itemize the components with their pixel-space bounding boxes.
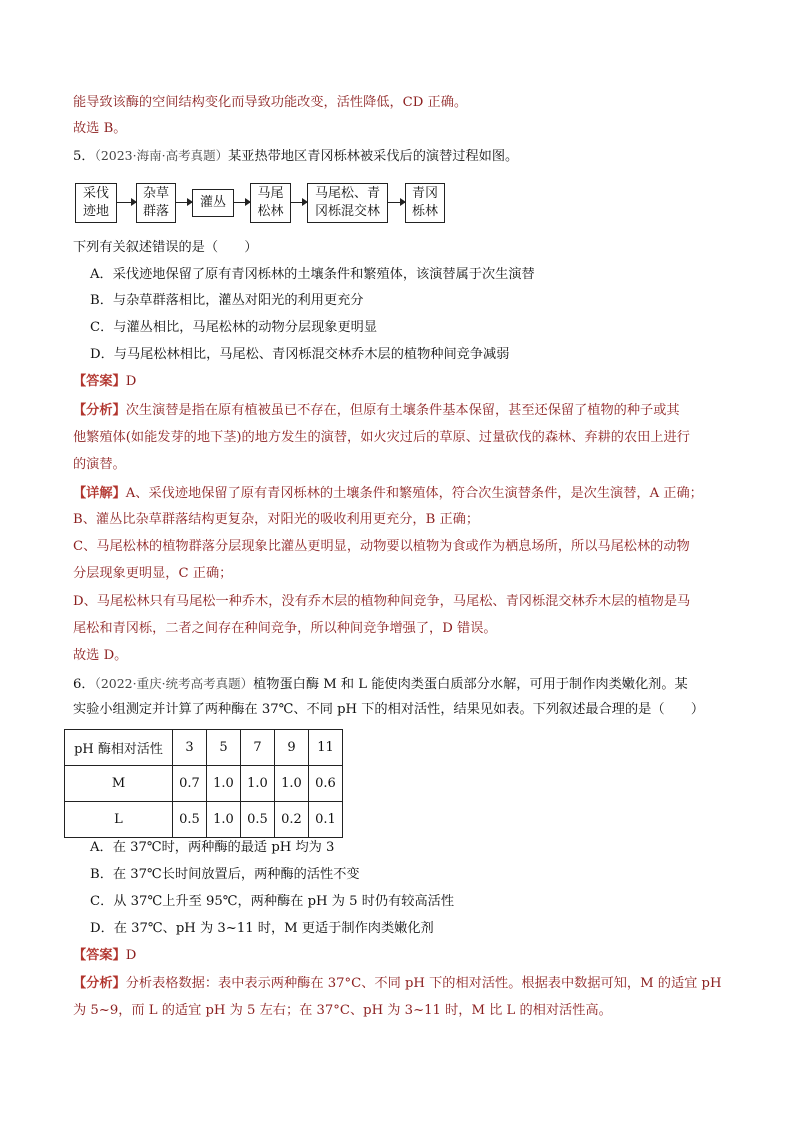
q6-stem-line-2: 实验小组测定并计算了两种酶在 37℃、不同 pH 下的相对活性，结果见如表。下列叙述最合理的是（ ）	[73, 702, 705, 717]
flow-arrow	[117, 202, 136, 203]
table-cell: 3	[173, 730, 207, 766]
table-cell: 9	[275, 730, 309, 766]
q6-option-c: C．从 37℃上升至 95℃，两种酶在 pH 为 5 时仍有较高活性	[90, 894, 455, 909]
table-cell: 1.0	[207, 802, 241, 838]
table-row	[65, 802, 343, 838]
table-cell: 0.5	[241, 802, 275, 838]
q5-stem-text: 某亚热带地区青冈栎林被采伐后的演替过程如图。	[228, 149, 519, 164]
table-cell: 1.0	[275, 766, 309, 802]
q6-analysis-line-2: 为 5~9，而 L 的适宜 pH 为 5 左右；在 37°C、pH 为 3~11 时，M 比 L 的相对活性高。	[73, 1003, 612, 1018]
table-cell: 0.1	[309, 802, 343, 838]
q5-detail-line-2: B、灌丛比杂草群落结构更复杂，对阳光的吸收利用更充分，B 正确；	[73, 512, 480, 527]
q6-number: 6．	[73, 677, 95, 692]
table-header-row	[65, 730, 343, 766]
q5-analysis-line-3: 的演替。	[73, 457, 126, 472]
table-row-label: L	[65, 802, 173, 838]
q6-option-d: D．在 37℃、pH 为 3~11 时，M 更适于制作肉类嫩化剂	[90, 921, 434, 936]
table-cell: 5	[207, 730, 241, 766]
q5-option-c: C．与灌丛相比，马尾松林的动物分层现象更明显	[90, 320, 378, 335]
flow-box-1: 采伐 迹地	[75, 183, 117, 223]
previous-conclusion: 故选 B。	[73, 121, 127, 136]
table-cell: 1.0	[207, 766, 241, 802]
q5-answer: 【答案】D	[73, 374, 137, 389]
table-cell: 7	[241, 730, 275, 766]
flow-arrow	[291, 202, 307, 203]
q5-conclusion: 故选 D。	[73, 648, 128, 663]
flow-arrow	[234, 202, 250, 203]
flow-box-6: 青冈 栎林	[405, 183, 445, 223]
q6-analysis-line-1: 【分析】分析表格数据：表中表示两种酶在 37°C、不同 pH 下的相对活性。根据表中数据可知，M 的适宜 pH	[73, 976, 722, 991]
q5-option-b: B．与杂草群落相比，灌丛对阳光的利用更充分	[90, 293, 364, 308]
table-cell: 0.5	[173, 802, 207, 838]
flow-box-3: 灌丛	[192, 189, 234, 217]
q5-analysis-line-2: 他繁殖体(如能发芽的地下茎)的地方发生的演替，如火灾过后的草原、过量砍伐的森林、弃耕的农田上进行	[73, 430, 690, 445]
q6-stem-line-1: 6．（2022·重庆·统考高考真题）植物蛋白酶 M 和 L 能使肉类蛋白质部分水解，可用于制作肉类嫩化剂。某	[73, 676, 688, 692]
table-row	[65, 766, 343, 802]
q5-detail-line-1: 【详解】A、采伐迹地保留了原有青冈栎林的土壤条件和繁殖体，符合次生演替条件，是次生演替，A 正确；	[73, 486, 703, 501]
q6-option-b: B．在 37℃长时间放置后，两种酶的活性不变	[90, 867, 360, 882]
q5-number: 5．	[73, 149, 95, 164]
table-cell: 0.6	[309, 766, 343, 802]
table-cell: 0.7	[173, 766, 207, 802]
q5-detail-line-6: 尾松和青冈栎，二者之间存在种间竞争，所以种间竞争增强了，D 错误。	[73, 621, 497, 636]
q5-option-a: A．采伐迹地保留了原有青冈栎林的土壤条件和繁殖体，该演替属于次生演替	[90, 267, 535, 282]
q5-analysis-line-1: 【分析】次生演替是指在原有植被虽已不存在，但原有土壤条件基本保留，甚至还保留了植物的种子或其	[73, 403, 680, 418]
flow-arrow	[388, 202, 405, 203]
flow-arrow	[176, 202, 192, 203]
enzyme-activity-table	[64, 729, 343, 838]
q5-detail-line-4: 分层现象更明显，C 正确；	[73, 566, 233, 581]
q5-source: （2023·海南·高考真题）	[94, 148, 229, 163]
q6-source: （2022·重庆·统考高考真题）	[94, 676, 254, 691]
table-row-label: M	[65, 766, 173, 802]
previous-explanation-tail: 能导致该酶的空间结构变化而导致功能改变，活性降低，CD 正确。	[73, 95, 468, 110]
q5-question: 下列有关叙述错误的是（ ）	[73, 240, 258, 255]
q6-answer: 【答案】D	[73, 948, 137, 963]
flow-box-2: 杂草 群落	[136, 183, 176, 223]
q6-option-a: A．在 37℃时，两种酶的最适 pH 均为 3	[90, 840, 335, 855]
flow-box-4: 马尾 松林	[250, 183, 291, 223]
q5-detail-line-5: D、马尾松林只有马尾松一种乔木，没有乔木层的植物种间竞争，马尾松、青冈栎混交林乔木层的植物是马	[73, 594, 691, 609]
flow-box-5: 马尾松、青 冈栎混交林	[307, 183, 388, 223]
q5-detail-line-3: C、马尾松林的植物群落分层现象比灌丛更明显，动物要以植物为食或作为栖息场所，所以马尾松林的动物	[73, 539, 690, 554]
table-cell: 1.0	[241, 766, 275, 802]
table-cell: 0.2	[275, 802, 309, 838]
table-cell: 11	[309, 730, 343, 766]
q5-option-d: D．与马尾松林相比，马尾松、青冈栎混交林乔木层的植物种间竞争减弱	[90, 347, 510, 362]
q5-stem	[73, 143, 733, 170]
table-header-cell: pH 酶相对活性	[65, 730, 173, 766]
